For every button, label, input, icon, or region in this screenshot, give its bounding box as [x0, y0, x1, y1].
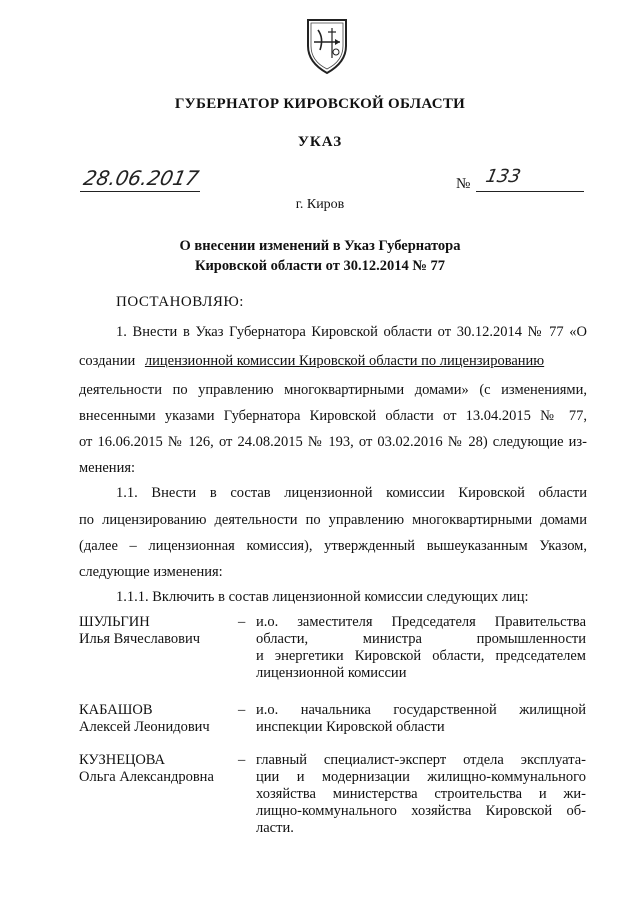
title-line-1: О внесении изменений в Указ Губернатора	[179, 238, 461, 254]
description-line: ции и модернизации жилищно-коммунального	[256, 769, 586, 785]
member-2-description	[256, 702, 586, 736]
member-given-name: Алексей Леонидович	[79, 719, 210, 735]
member-1-dash: –	[238, 614, 246, 630]
description-line: ласти.	[256, 820, 294, 836]
paragraph-1-line-1: 1. Внести в Указ Губернатора Кировской области от 30.12.2014 № 77 «О	[116, 324, 587, 340]
member-2-dash: –	[238, 702, 246, 718]
paragraph-1-line-2-start: создании	[79, 353, 136, 369]
number-underline	[476, 191, 584, 192]
document-number: 133	[483, 166, 523, 187]
description-line: хозяйства министерства строительства и жи-	[256, 786, 586, 802]
member-1-name	[79, 614, 200, 648]
description-line: и энергетики Кировской области, председателем	[256, 648, 586, 664]
decree-word: ПОСТАНОВЛЯЮ:	[116, 294, 244, 310]
date-underline	[80, 191, 200, 192]
paragraph-3-line-1: 1.1.1. Включить в состав лицензионной комиссии следующих лиц:	[116, 589, 529, 605]
document-type: УКАЗ	[297, 134, 343, 150]
paragraph-2-line-4: следующие изменения:	[79, 564, 223, 580]
paragraph-1-line-6: менения:	[79, 460, 136, 476]
paragraph-1-line-5: от 16.06.2015 № 126, от 24.08.2015 № 193, от 03.02.2016 № 28) следующие из-	[79, 434, 587, 450]
member-3-description	[256, 752, 586, 837]
member-surname: ШУЛЬГИН	[79, 614, 150, 630]
paragraph-1-line-4: внесенными указами Губернатора Кировской области от 13.04.2015 № 77,	[79, 408, 587, 424]
title-line-2: Кировской области от 30.12.2014 № 77	[194, 258, 446, 274]
organization-title: ГУБЕРНАТОР КИРОВСКОЙ ОБЛАСТИ	[174, 96, 466, 112]
member-3-dash: –	[238, 752, 246, 768]
paragraph-2-line-3: (далее – лицензионная комиссия), утвержденный вышеуказанным Указом,	[79, 538, 587, 554]
member-surname: КАБАШОВ	[79, 702, 153, 718]
description-line: области, министра промышленности	[256, 631, 586, 647]
member-3-name	[79, 752, 214, 786]
description-line: и.о. заместителя Председателя Правительства	[256, 614, 586, 630]
coat-of-arms-emblem	[302, 16, 352, 76]
paragraph-2-line-1: 1.1. Внести в состав лицензионной комиссии Кировской области	[116, 485, 587, 501]
city: г. Киров	[295, 197, 345, 212]
member-1-description	[256, 614, 586, 682]
member-2-name	[79, 702, 210, 736]
member-given-name: Илья Вячеславович	[79, 631, 201, 647]
document-date: 28.06.2017	[81, 166, 202, 190]
member-given-name: Ольга Александровна	[79, 769, 214, 785]
description-line: лищно-коммунального хозяйства Кировской об-	[256, 803, 586, 819]
paragraph-1-line-2	[79, 353, 587, 370]
paragraph-1-line-3: деятельности по управлению многоквартирными домами» (с изменениями,	[79, 382, 587, 398]
description-line: и.о. начальника государственной жилищной	[256, 702, 586, 718]
member-surname: КУЗНЕЦОВА	[79, 752, 166, 768]
description-line: инспекции Кировской области	[256, 719, 445, 735]
description-line: лицензионной комиссии	[256, 665, 407, 681]
description-line: главный специалист-эксперт отдела эксплуата-	[256, 752, 586, 768]
paragraph-1-line-2-underlined: лицензионной комиссии Кировской области по лицензированию	[144, 353, 545, 369]
number-label: №	[456, 176, 471, 192]
paragraph-2-line-2: по лицензированию деятельности по управлению многоквартирными домами	[79, 512, 587, 528]
